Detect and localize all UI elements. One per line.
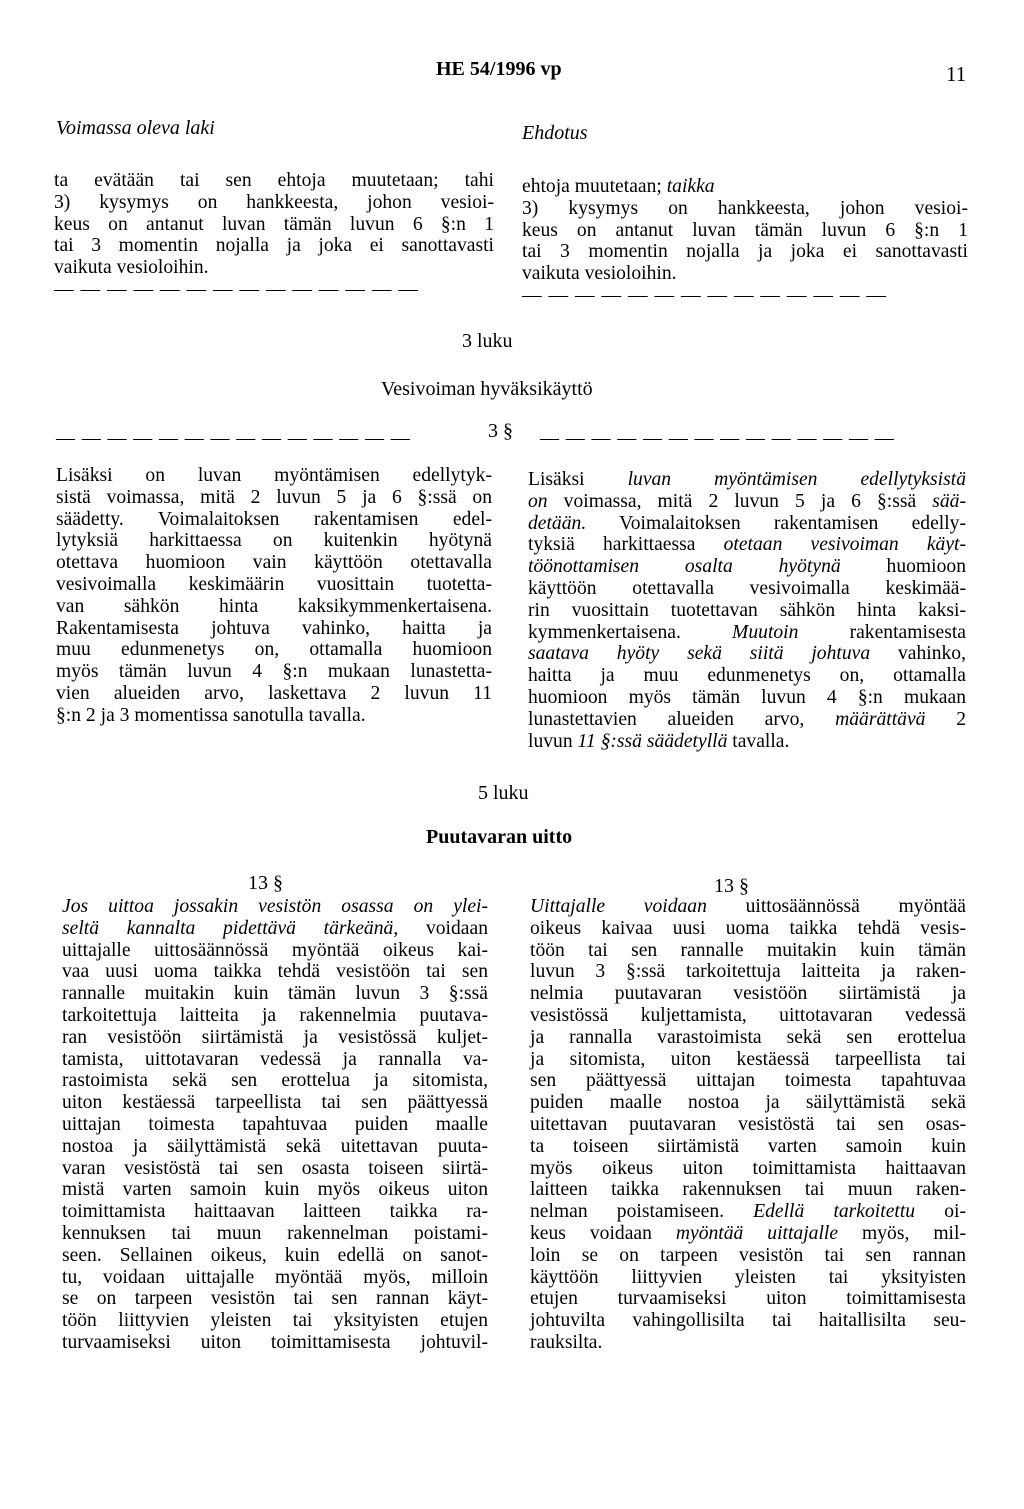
text-run: rakentamisesta <box>798 621 966 643</box>
text-line: mistä varten samoin kuin myös oikeus uiton <box>62 1179 488 1201</box>
text-line: vesivoimalla keskimäärin vuosittain tuotetta- <box>56 573 492 595</box>
text-line: Rakentamisesta johtuva vahinko, haitta ja <box>56 617 492 639</box>
text-run: myös, mil- <box>838 1222 966 1244</box>
text-line: ta evätään tai sen ehtoja muutetaan; tahi <box>54 170 494 191</box>
text-line: ta toiseen siirtämistä varten samoin kuin <box>530 1135 966 1157</box>
chapter-number: 3 luku <box>462 330 513 352</box>
text-line: oikeus kaivaa uusi uoma taikka tehdä vesis- <box>530 917 966 939</box>
text-line <box>522 176 968 198</box>
text-line: varan vesistöstä tai sen osasta toiseen siirtä- <box>62 1157 488 1179</box>
text-run: kymmenkertaisena. <box>528 621 733 643</box>
text-line: uittajan toimesta tapahtuvaa puiden maalle <box>62 1113 488 1135</box>
text-line: ran vesistöön siirtämistä ja vesistössä kuljet- <box>62 1026 488 1048</box>
text-line: Lisäksi on luvan myöntämisen edellytyk- <box>56 465 492 486</box>
text-line: huomioon myös tämän luvun 4 §:n mukaan <box>528 686 966 708</box>
section-number-right: 13 § <box>714 875 749 897</box>
text-line: 3) kysymys on hankkeesta, johon vesioi- <box>54 191 494 213</box>
amended-text: sää- <box>932 490 966 512</box>
text-line: tarkoitettuja laitteita ja rakennelmia puutava- <box>62 1004 488 1026</box>
amended-text: määrättävä <box>835 708 926 730</box>
amended-text: detään. <box>528 512 587 534</box>
text-run: voidaan <box>398 917 488 939</box>
text-line: vaikuta vesioloihin. <box>54 257 209 279</box>
text-run: vahinko, <box>870 643 966 665</box>
text-run: tyksiä harkittaessa <box>528 534 724 556</box>
text-line <box>528 491 966 513</box>
block3-left-text <box>62 896 488 1354</box>
text-line <box>528 643 966 665</box>
text-run: voimassa, mitä 2 luvun 5 ja 6 §:ssä <box>547 490 933 512</box>
text-line: sen päättyessä uittajan toimesta tapahtuvaa <box>530 1070 966 1092</box>
text-line <box>530 1223 966 1245</box>
text-line: loin se on tarpeen vesistön tai sen rannan <box>530 1244 966 1266</box>
text-run: huomioon <box>840 556 966 578</box>
text-line <box>62 896 488 918</box>
text-line: etujen turvaamiseksi uiton toimittamisesta <box>530 1288 966 1310</box>
text-run: oi- <box>915 1201 966 1223</box>
text-line: §:n 2 ja 3 momentissa sanotulla tavalla. <box>56 704 366 726</box>
amended-text: taikka <box>666 176 715 197</box>
text-line: keus on antanut luvan tämän luvun 6 §:n 1 <box>522 219 968 241</box>
repealed-text: seltä kannalta pidettävä tärkeänä, <box>62 917 399 939</box>
section-divider-left: — — — — — — — — — — — — — — <box>56 428 411 449</box>
right-column-heading: Ehdotus <box>522 122 588 144</box>
text-line: keus on antanut luvan tämän luvun 6 §:n 1 <box>54 213 494 235</box>
amended-text: luvan myöntämisen edellytyksistä <box>627 469 966 490</box>
text-line: rastoimista sekä sen erottelua ja sitomista, <box>62 1070 488 1092</box>
text-run: lunastettavien alueiden arvo, <box>528 708 836 730</box>
text-line <box>528 709 966 731</box>
amended-text: otetaan vesivoiman käyt- <box>723 534 966 556</box>
text-line <box>528 469 966 491</box>
text-run: uittosäännössä myöntää <box>706 896 966 917</box>
text-run: keus voidaan <box>530 1222 676 1244</box>
text-line: vaikuta vesioloihin. <box>522 263 677 285</box>
text-line <box>62 918 488 940</box>
text-run: luvun <box>528 730 578 752</box>
text-line <box>530 896 966 918</box>
block2-right-text <box>528 469 966 752</box>
document-id: HE 54/1996 vp <box>436 58 562 80</box>
text-line: käyttöön liittyvien yleisten tai yksityisten <box>530 1266 966 1288</box>
repealed-text: Jos uittoa jossakin vesistön osassa on ylei- <box>62 896 488 917</box>
left-column-heading: Voimassa oleva laki <box>56 117 215 139</box>
block3-right-text <box>530 896 966 1354</box>
text-line <box>528 731 966 753</box>
text-line: rannalle muitakin kuin tämän luvun 3 §:ssä <box>62 983 488 1005</box>
text-line: toimittamista haittaavan laitteen taikka ra- <box>62 1201 488 1223</box>
text-line: uitettavan puutavaran vesistöstä tai sen osas- <box>530 1113 966 1135</box>
text-run: ehtoja muutetaan; <box>522 176 667 197</box>
text-line: sistä voimassa, mitä 2 luvun 5 ja 6 §:ssä on <box>56 486 492 508</box>
section-number-left: 13 § <box>248 872 283 894</box>
dash-separator: — — — — — — — — — — — — — — <box>54 278 419 300</box>
text-run: nelman poistamiseen. <box>530 1201 754 1223</box>
text-line: käyttöön otettavalla vesivoimalla keskimää- <box>528 577 966 599</box>
text-line: nelmia puutavaran vesistöön siirtämistä ja <box>530 983 966 1005</box>
chapter-title: Puutavaran uitto <box>426 826 573 848</box>
text-line: ja sitomista, uiton kestäessä tarpeellista tai <box>530 1048 966 1070</box>
text-run: Voimalaitoksen rakentamisen edelly- <box>586 512 966 534</box>
text-line <box>528 534 966 556</box>
text-line: uittajalle uittosäännössä myöntää oikeus kai- <box>62 939 488 961</box>
text-line: ja rannalla varastoimista sekä sen erottelua <box>530 1026 966 1048</box>
amended-text: myöntää uittajalle <box>675 1222 839 1244</box>
amended-text: töönottamisen osalta hyötynä <box>528 556 841 578</box>
text-line: rauksilta. <box>530 1331 603 1353</box>
section-divider-right: — — — — — — — — — — — — — — <box>540 428 895 449</box>
chapter-title: Vesivoiman hyväksikäyttö <box>381 378 593 400</box>
text-line: tai 3 momentin nojalla ja joka ei sanottavasti <box>522 241 968 263</box>
text-line: rin vuosittain tuotettavan sähkön hinta kaksi- <box>528 599 966 621</box>
text-run: Lisäksi <box>528 469 628 490</box>
text-run: 2 <box>925 708 966 730</box>
block1-left-text <box>54 170 494 301</box>
text-line: myös tämän luvun 4 §:n mukaan lunastetta- <box>56 661 492 683</box>
text-line: se on tarpeen vesistön tai sen rannan käyt- <box>62 1288 488 1310</box>
amended-text: Uittajalle voidaan <box>530 896 707 917</box>
text-line: nostoa ja säilyttämistä sekä uitettavan puuta- <box>62 1135 488 1157</box>
text-line: töön tai sen rannalle muitakin kuin tämän <box>530 939 966 961</box>
text-line: säädetty. Voimalaitoksen rakentamisen edel- <box>56 508 492 530</box>
text-line: muu edunmenetys on, ottamalla huomioon <box>56 639 492 661</box>
chapter-number: 5 luku <box>478 782 529 804</box>
text-line: turvaamiseksi uiton toimittamisesta johtuvil- <box>62 1331 488 1353</box>
amended-text: on <box>528 490 548 512</box>
section-number: 3 § <box>488 420 513 442</box>
text-line: vaa uusi uoma taikka tehdä vesistöön tai sen <box>62 961 488 983</box>
text-line <box>530 1201 966 1223</box>
text-line <box>528 622 966 644</box>
text-line: laitteen taikka rakennuksen tai muun raken- <box>530 1179 966 1201</box>
text-line: lytyksiä harkittaessa on kuitenkin hyötynä <box>56 530 492 552</box>
dash-separator: — — — — — — — — — — — — — — <box>522 284 887 306</box>
text-line: van sähkön hinta kaksikymmenkertaisena. <box>56 595 492 617</box>
text-line: kennuksen tai muun rakennelman poistami- <box>62 1222 488 1244</box>
text-line: haitta ja muu edunmenetys on, ottamalla <box>528 665 966 687</box>
amended-text: Edellä tarkoitettu <box>753 1201 916 1223</box>
text-line: uiton kestäessä tarpeellista tai sen päättyessä <box>62 1092 488 1114</box>
text-line <box>528 556 966 578</box>
text-line: johtuvilta vahingollisilta tai haitallisilta seu- <box>530 1310 966 1332</box>
text-line: vesistössä kuljettamista, uittotavaran vedessä <box>530 1004 966 1026</box>
text-line: 3) kysymys on hankkeesta, johon vesioi- <box>522 197 968 219</box>
text-line: tai 3 momentin nojalla ja joka ei sanottavasti <box>54 235 494 257</box>
text-line: tamista, uittotavaran vedessä ja rannalla va- <box>62 1048 488 1070</box>
amended-text: saatava hyöty sekä siitä johtuva <box>528 643 871 665</box>
block2-left-text <box>56 465 492 727</box>
text-run: tavalla. <box>727 730 790 752</box>
text-line: luvun 3 §:ssä tarkoitettuja laitteita ja raken- <box>530 961 966 983</box>
text-line: otettava huomioon vain käyttöön otettavalla <box>56 552 492 574</box>
text-line: myös oikeus uiton toimittamista haittaavan <box>530 1157 966 1179</box>
text-line <box>528 513 966 535</box>
text-line: vien alueiden arvo, laskettava 2 luvun 11 <box>56 682 492 704</box>
text-line: puiden maalle nostoa ja säilyttämistä sekä <box>530 1092 966 1114</box>
text-line: tu, voidaan uittajalle myöntää myös, milloin <box>62 1266 488 1288</box>
text-line: töön liittyvien yleisten tai yksityisten etujen <box>62 1310 488 1332</box>
amended-text: Muutoin <box>732 621 799 643</box>
amended-text: 11 §:ssä säädetyllä <box>577 730 728 752</box>
block1-right-text <box>522 176 968 307</box>
text-line: seen. Sellainen oikeus, kuin edellä on sanot- <box>62 1244 488 1266</box>
page-number: 11 <box>946 62 967 86</box>
